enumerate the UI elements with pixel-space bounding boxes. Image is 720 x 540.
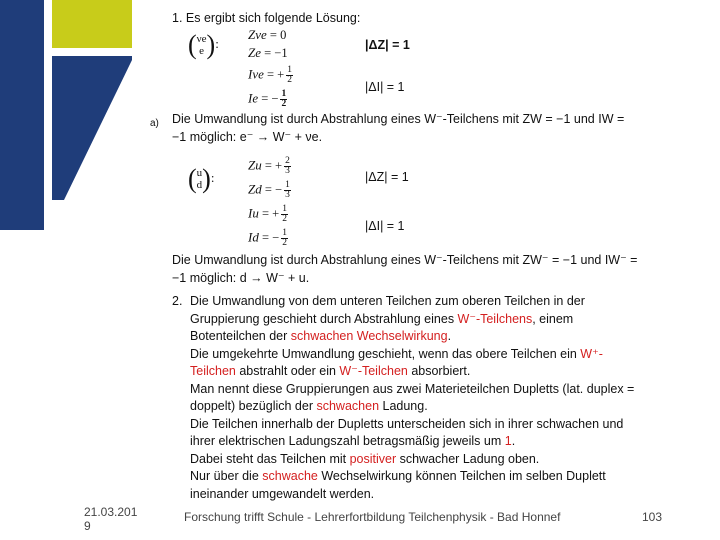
text-line: Gruppierung geschieht durch Abstrahlung eines W⁻-Teilchens, einem <box>190 311 574 326</box>
delta-z-2: |ΔZ| = 1 <box>365 170 409 184</box>
text-line: −1 möglich: d → W⁻ + u. <box>172 271 310 285</box>
eq-row: Ze = −1 <box>248 45 288 60</box>
fraction: $\frac{1}{2}$ <box>287 65 292 85</box>
item-a-label: a) <box>150 118 159 129</box>
delta-i-2: |ΔI| = 1 <box>365 219 405 233</box>
eq-row: Iνe = + $\frac{1}{2}$ <box>248 65 292 85</box>
text-line: Die Teilchen innerhalb der Dupletts unterscheiden sich in ihrer schwachen und <box>190 416 624 431</box>
text-line: Nur über die schwache Wechselwirkung können Teilchen im selben Duplett <box>190 469 606 483</box>
doublet-colon: : <box>210 169 215 185</box>
doublet-electron <box>188 29 219 60</box>
section2-number: 2. <box>172 294 183 308</box>
doublet-bottom: e <box>199 45 205 57</box>
section1-header: 1. Es ergibt sich folgende Lösung: <box>172 11 361 25</box>
delta-z-1: |ΔZ| = 1 <box>365 38 410 52</box>
footer-title: Forschung trifft Schule - Lehrerfortbildung Teilchenphysik - Bad Honnef <box>184 510 561 524</box>
text-line: doppelt) bezüglich der schwachen Ladung. <box>190 399 428 413</box>
page-number: 103 <box>642 510 663 524</box>
fraction: $\frac{1}{3}$ <box>285 180 290 200</box>
text-line: Die Umwandlung ist durch Abstrahlung eines W⁻-Teilchens mit ZW⁻ = −1 und IW⁻ = <box>172 253 638 267</box>
paren-right: ) <box>202 163 211 194</box>
paren-left: ( <box>188 163 197 194</box>
doublet-stack <box>197 33 207 57</box>
doublet-colon: : <box>215 35 219 51</box>
text-line: Die Umwandlung ist durch Abstrahlung eines W⁻-Teilchens mit ZW = −1 und IW = <box>172 112 625 126</box>
fraction: $\frac{1}{2}$ <box>281 89 287 109</box>
text-line: Man nennt diese Gruppierungen aus zwei Materieteilchen Dupletts (lat. duplex = <box>190 381 635 396</box>
eq-row: Id = − $\frac{1}{2}$ <box>248 228 287 248</box>
text-line: −1 möglich: e⁻ → W⁻ + νe. <box>172 130 323 144</box>
fraction: $\frac{1}{2}$ <box>282 228 287 248</box>
eq-row: Zd = − $\frac{1}{3}$ <box>248 180 290 200</box>
text-line: Teilchen abstrahlt oder ein W⁻-Teilchen absorbiert. <box>190 364 471 378</box>
fraction: $\frac{2}{3}$ <box>285 156 290 176</box>
footer-date: 21.03.201 9 <box>84 505 138 533</box>
text-line: Die Umwandlung von dem unteren Teilchen zum oberen Teilchen in der <box>190 294 585 308</box>
delta-i-1: |ΔI| = 1 <box>365 80 405 94</box>
doublet-bottom: d <box>196 179 203 191</box>
fraction: $\frac{1}{2}$ <box>282 204 287 224</box>
text-line: ineinander umgewandelt werden. <box>190 486 375 501</box>
text-line: Botenteilchen der schwachen Wechselwirkung. <box>190 329 452 343</box>
eq-row: Ie = − $\frac{1}{2}$ <box>248 89 287 109</box>
olive-block <box>52 0 132 48</box>
text-line: Die umgekehrte Umwandlung geschieht, wenn das obere Teilchen ein W⁺- <box>190 346 603 361</box>
eq-row: Zνe = 0 <box>248 27 287 42</box>
eq-row: Zu = + $\frac{2}{3}$ <box>248 156 290 176</box>
eq-row: Iu = + $\frac{1}{2}$ <box>248 204 287 224</box>
doublet-quark <box>188 163 215 194</box>
navy-block-left <box>0 0 44 230</box>
paren-left: ( <box>188 29 197 60</box>
text-line: ihrer elektrischen Ladungszahl betragsmäßig jeweils um 1. <box>190 434 516 448</box>
corner-logo-graphic <box>0 0 170 260</box>
doublet-top: u <box>196 167 203 179</box>
section2-body <box>190 293 690 503</box>
text-line: Dabei steht das Teilchen mit positiver schwacher Ladung oben. <box>190 451 540 466</box>
navy-block-right <box>52 56 132 200</box>
paren-right: ) <box>206 29 216 60</box>
doublet-top: νe <box>196 33 207 45</box>
